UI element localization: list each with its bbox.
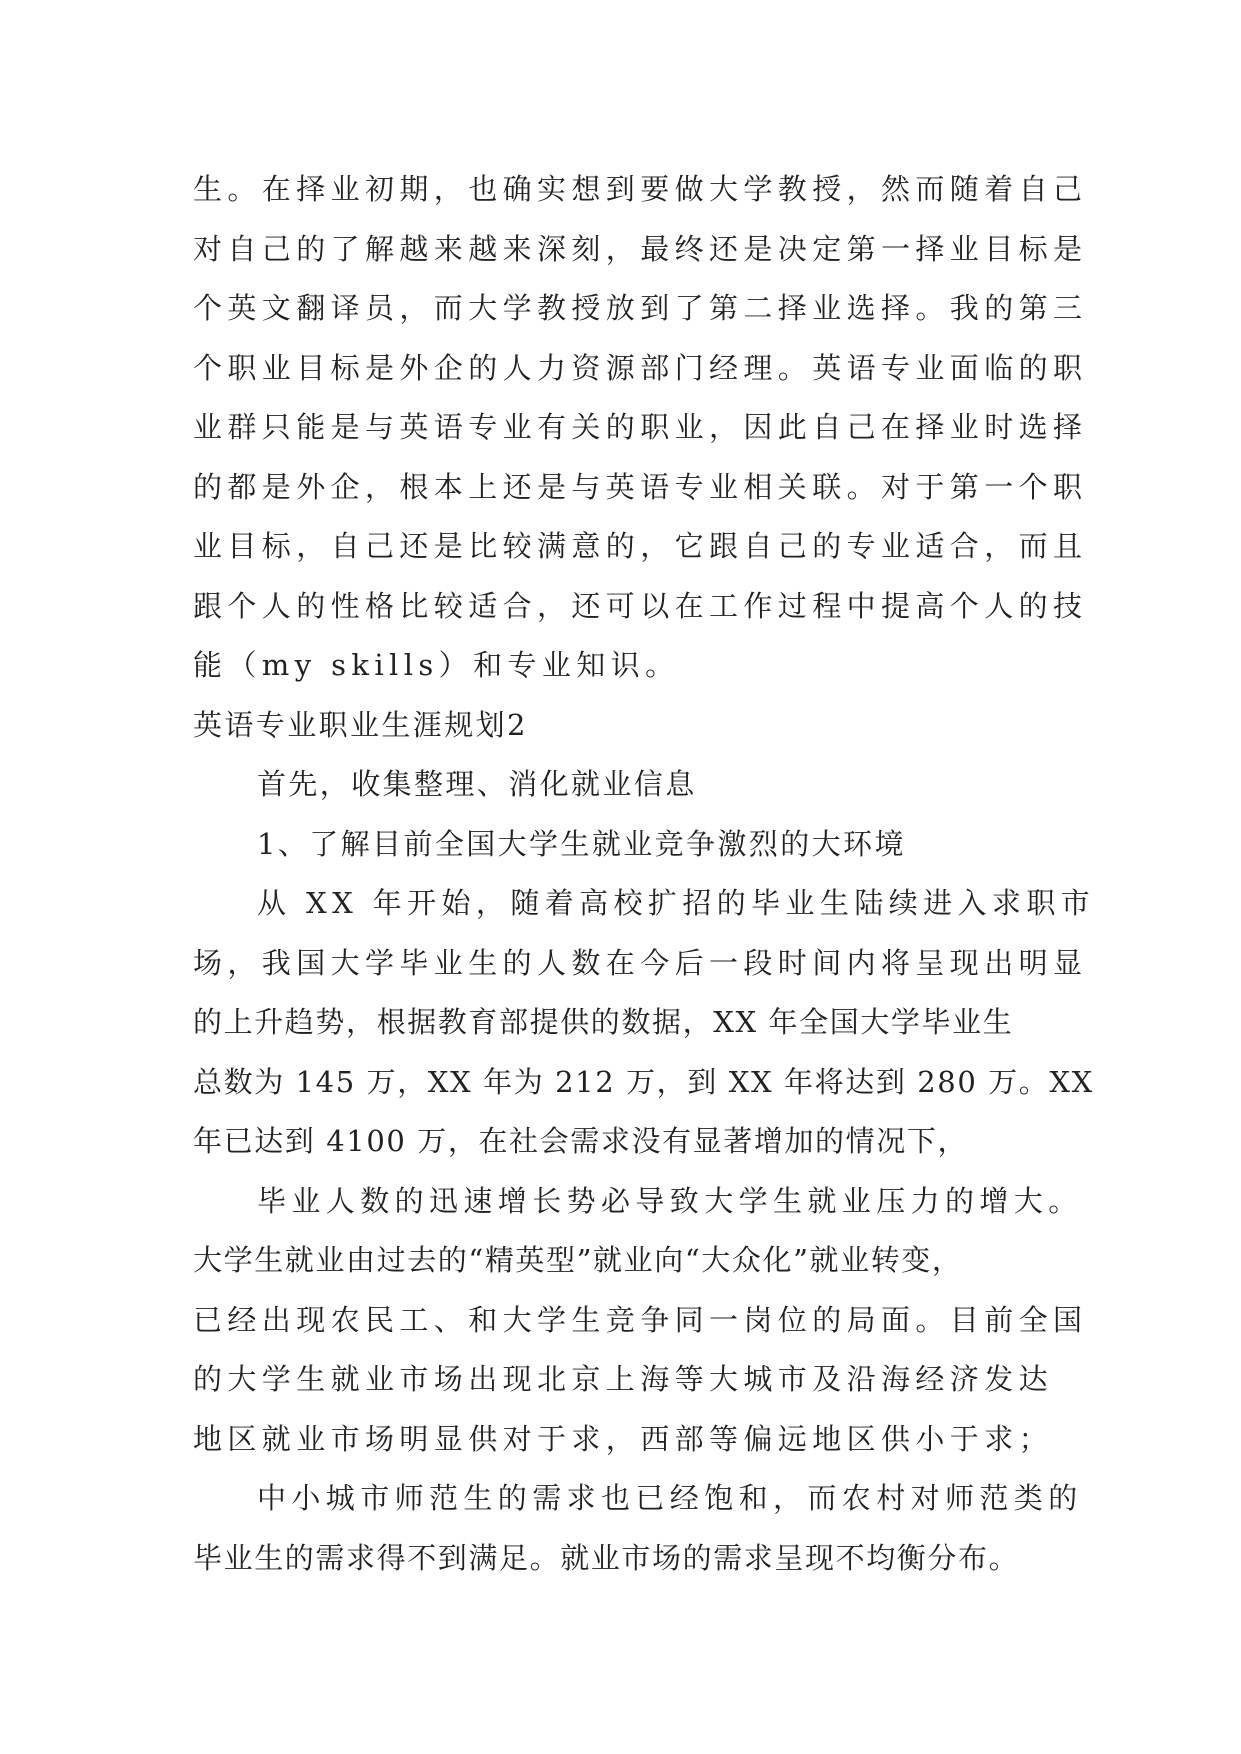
- paragraph-line: 业目标，自己还是比较满意的，它跟自己的专业适合，而且: [193, 529, 1088, 563]
- paragraph-line: 年已达到 4100 万，在社会需求没有显著增加的情况下，: [193, 1124, 969, 1158]
- paragraph-line: 业群只能是与英语专业有关的职业，因此自己在择业时选择: [193, 410, 1088, 444]
- paragraph-line: 的都是外企，根本上还是与英语专业相关联。对于第一个职: [193, 469, 1088, 504]
- paragraph-line: 地区就业市场明显供对于求，西部等偏远地区供小于求；: [193, 1421, 1054, 1456]
- paragraph-line: 的上升趋势，根据教育部提供的数据，XX 年全国大学毕业生: [193, 1005, 1014, 1039]
- paragraph-line: 毕业人数的迅速增长势必导致大学生就业压力的增大。: [257, 1183, 1083, 1218]
- paragraph-line: 能（my skills）和专业知识。: [193, 648, 680, 682]
- section-heading: 英语专业职业生涯规划2: [193, 707, 528, 742]
- paragraph-line: 从 XX 年开始，随着高校扩招的毕业生陆续进入求职市: [257, 886, 1096, 920]
- paragraph-line: 个英文翻译员，而大学教授放到了第二择业选择。我的第三: [193, 291, 1088, 325]
- paragraph-line: 中小城市师范生的需求也已经饱和，而农村对师范类的: [257, 1481, 1083, 1515]
- paragraph-line: 场，我国大学毕业生的人数在今后一段时间内将呈现出明显: [193, 945, 1088, 980]
- subheading: 1、了解目前全国大学生就业竞争激烈的大环境: [257, 826, 906, 861]
- paragraph-line: 已经出现农民工、和大学生竞争同一岗位的局面。目前全国: [193, 1302, 1088, 1337]
- paragraph-line: 个职业目标是外企的人力资源部门经理。英语专业面临的职: [193, 350, 1088, 385]
- paragraph-line: 的大学生就业市场出现北京上海等大城市及沿海经济发达: [193, 1362, 1054, 1396]
- paragraph-line: 对自己的了解越来越来深刻，最终还是决定第一择业目标是: [193, 231, 1088, 266]
- subheading: 首先，收集整理、消化就业信息: [257, 767, 697, 801]
- paragraph-line: 毕业生的需求得不到满足。就业市场的需求呈现不均衡分布。: [193, 1540, 1020, 1575]
- paragraph-line: 生。在择业初期，也确实想到要做大学教授，然而随着自己: [193, 172, 1088, 206]
- paragraph-line: 大学生就业由过去的“精英型”就业向“大众化”就业转变，: [193, 1243, 963, 1277]
- paragraph-line: 总数为 145 万，XX 年为 212 万，到 XX 年将达到 280 万。XX: [193, 1064, 1094, 1099]
- paragraph-line: 跟个人的性格比较适合，还可以在工作过程中提高个人的技: [193, 588, 1088, 623]
- document-body: [193, 160, 1096, 1588]
